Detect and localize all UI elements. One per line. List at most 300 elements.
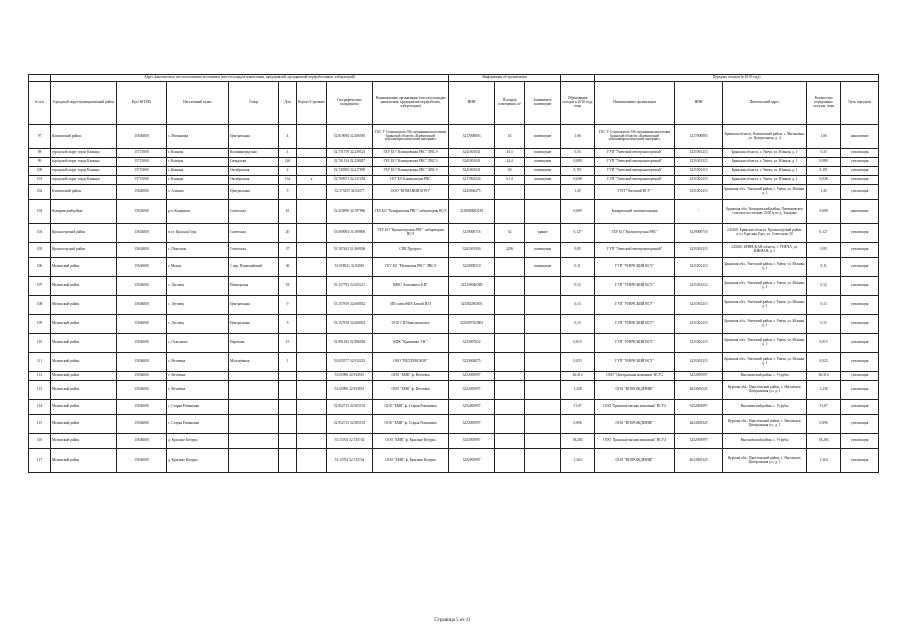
cell-waste: 0,896 [561, 415, 595, 434]
cell-goal: утилизация [841, 372, 879, 381]
cell-coords: 53.15704 32.745744 [327, 434, 373, 449]
table-row [29, 296, 879, 315]
cell-raddr: Брянская обл., Унечский район, г. Унеча, ул. Южная, д. 1 [723, 315, 807, 334]
cell-qty: 0,191 [807, 167, 841, 176]
cell-rinn: 4623005325 [675, 415, 723, 434]
cell-rorg: ГУП "УНЕЧСКИЙ ВСУ" [595, 277, 675, 296]
cell-area [495, 415, 525, 434]
cell-district: Мглинский район [51, 415, 117, 434]
cell-waste: 1,45 [561, 185, 595, 200]
table-row [29, 176, 879, 185]
cell-org: ООО "БМК" ф. Ветлевка [373, 381, 449, 400]
cell-locality: г. Мглин [167, 258, 229, 277]
cell-district: Мглинский район [51, 449, 117, 473]
cell-org: ИП глава КФХ Белый И.П [373, 296, 449, 315]
cell-org: ГБУ БО "Красногорская РВС" лаборатория ВСЭ [373, 224, 449, 243]
cell-waste: 0,15 [561, 315, 595, 334]
cell-inn: 3235007622 [449, 334, 495, 353]
cell-qty: 0,11 [807, 258, 841, 277]
cell-oktmo: 15636000 [117, 315, 167, 334]
cell-street [229, 381, 279, 400]
cell-waste: 0,048 [561, 176, 595, 185]
cell-area [495, 200, 525, 224]
cell-n: 109 [29, 315, 51, 334]
cell-house [279, 372, 297, 381]
cell-raddr: Курская обл., Пристенский район, с. Нагольное, Центральная ул., д. 1 [723, 449, 807, 473]
column-header: Дом [279, 82, 297, 125]
cell-rorg: ГУП "УНЕЧСКИЙ ВСУ" [595, 353, 675, 372]
cell-rinn: - [675, 200, 723, 224]
cell-street: Центральная [229, 296, 279, 315]
cell-inn: 3252005997 [449, 434, 495, 449]
cell-locality: д. Красные Кочуры [167, 449, 229, 473]
cell-n: 108 [29, 296, 51, 315]
cell-street: Партизан [229, 334, 279, 353]
cell-raddr: Курская обл., Пристенский район, с. Нагольное, Центральная ул., д. 1 [723, 381, 807, 400]
cell-coords: 53.05996 32.934951 [327, 372, 373, 381]
column-header: Цель передачи [841, 82, 879, 125]
cell-house: 9 [279, 185, 297, 200]
cell-goal: утилизация [841, 400, 879, 415]
cell-goal: утилизация [841, 434, 879, 449]
cell-bld [297, 381, 327, 400]
page-footer: Страница 5 из 11 [434, 618, 471, 623]
cell-waste: 0,127 [561, 224, 595, 243]
cell-house: 36 [279, 258, 297, 277]
cell-inn: 3252005997 [449, 449, 495, 473]
cell-rorg: ООО "Центральная компания" ВСУ2 [595, 372, 675, 381]
waste-register-table [28, 74, 879, 473]
cell-qty: 0,127 [807, 224, 841, 243]
cell-goal: накопление [841, 200, 879, 224]
cell-org: ООО "БМК" ф. Старая Романовка [373, 400, 449, 415]
cell-premises: помещение [525, 258, 561, 277]
cell-area [495, 449, 525, 473]
cell-district: Красногорский район [51, 224, 117, 243]
cell-inn: 323582585601 [449, 296, 495, 315]
cell-raddr: Выгоничский район, с. Утрубы [723, 400, 807, 415]
cell-waste: 46,314 [561, 372, 595, 381]
cell-n: 117 [29, 449, 51, 473]
cell-rorg: Комаричский скотомогильник [595, 200, 675, 224]
cell-raddr: Брянская обл., Унечский район, г. Унеча, ул. Южная, д. 1 [723, 258, 807, 277]
cell-street: Советская [229, 224, 279, 243]
cell-goal: накопление [841, 125, 879, 149]
table-row [29, 224, 879, 243]
cell-locality: с. Митьковка [167, 125, 229, 149]
cell-inn: 3252005997 [449, 381, 495, 400]
cell-premises [525, 296, 561, 315]
cell-goal: утилизация [841, 224, 879, 243]
table-row [29, 381, 879, 400]
cell-goal: утилизация [841, 185, 879, 200]
cell-inn: 3252005997 [449, 400, 495, 415]
cell-oktmo: 15715000 [117, 176, 167, 185]
cell-inn: 3219000716 [449, 224, 495, 243]
cell-goal: утилизация [841, 353, 879, 372]
cell-bld [297, 277, 327, 296]
cell-n: 99 [29, 158, 51, 167]
cell-locality: г. Клинцы [167, 149, 229, 158]
cell-premises [525, 353, 561, 372]
column-header: Населенный пункт [167, 82, 229, 125]
cell-coords: 52.952713 32.905155 [327, 400, 373, 415]
cell-bld [297, 167, 327, 176]
cell-n: 111 [29, 353, 51, 372]
cell-locality: с. Ветлевка [167, 381, 229, 400]
cell-rorg: ГУП "Унечский автотранспортный" [595, 167, 675, 176]
cell-n: 110 [29, 334, 51, 353]
cell-n: 106 [29, 258, 51, 277]
cell-org: ГБУ БО Клинцовская РВС [373, 176, 449, 185]
cell-coords: 53.055577 32.932233 [327, 353, 373, 372]
cell-inn: 3245006475 [449, 185, 495, 200]
cell-rinn: 3231001215 [675, 243, 723, 258]
cell-bld [297, 125, 327, 149]
cell-area: 24,4 [495, 158, 525, 167]
cell-house [279, 449, 297, 473]
cell-district: Мглинский район [51, 434, 117, 449]
cell-raddr: Брянская область, г. Унеча, ул. Южная, д. 1 [723, 158, 807, 167]
table-row [29, 434, 879, 449]
cell-bld [297, 353, 327, 372]
cell-qty: 0,048 [807, 176, 841, 185]
cell-inn: 3241001990 [449, 243, 495, 258]
cell-rinn: 3231001215 [675, 167, 723, 176]
cell-org: ООО "БМК" ф. Красные Кочуры [373, 434, 449, 449]
cell-org: ООО "БМК" ф. Старая Романовка [373, 415, 449, 434]
cell-district: Мглинский район [51, 372, 117, 381]
cell-waste: 0,015 [561, 334, 595, 353]
header-row [29, 82, 879, 125]
cell-rinn: 3219000716 [675, 224, 723, 243]
cell-premises [525, 277, 561, 296]
cell-oktmo: 15636000 [117, 415, 167, 434]
cell-qty: 0,609 [807, 200, 841, 224]
cell-area [495, 258, 525, 277]
cell-rorg: ГУП "УНЕЧСКИЙ ВСУ" [595, 296, 675, 315]
cell-goal: утилизация [841, 334, 879, 353]
cell-district: Комаричский район [51, 200, 117, 224]
cell-oktmo: 15715000 [117, 167, 167, 176]
cell-district: городской округ город Клинцы [51, 158, 117, 167]
cell-coords: 53.157819 32.668052 [327, 296, 373, 315]
cell-raddr: Брянская обл., Унечский район, г. Унеча, ул. Южная, д. 1 [723, 334, 807, 353]
cell-street [229, 449, 279, 473]
cell-coords: 52.373255 34.04377 [327, 185, 373, 200]
cell-coords: 53.157819 32.668052 [327, 315, 373, 334]
cell-house [279, 415, 297, 434]
cell-area: 32 [495, 224, 525, 243]
cell-oktmo: 15715000 [117, 158, 167, 167]
cell-street: Пионерская [229, 277, 279, 296]
cell-goal: утилизация [841, 449, 879, 473]
cell-area [495, 277, 525, 296]
cell-house: 9 [279, 315, 297, 334]
table-row [29, 185, 879, 200]
cell-district: городской округ город Клинцы [51, 149, 117, 158]
cell-inn: 3241001041 [449, 158, 495, 167]
cell-raddr: Курская обл., Пристенский район, с. Нагольное, Центральная ул., д. 1 [723, 415, 807, 434]
cell-rorg: ГУП "УНЕЧСКИЙ ВСУ" [595, 258, 675, 277]
cell-org: КФК "Кравченко Т.В." [373, 334, 449, 353]
cell-area [495, 296, 525, 315]
table-row [29, 415, 879, 434]
cell-street [229, 415, 279, 434]
cell-qty: 0,089 [807, 158, 841, 167]
cell-house: 140 [279, 158, 297, 167]
cell-house [279, 400, 297, 415]
cell-locality: п.г.т. Красная Гора [167, 224, 229, 243]
cell-rorg: ГБС У Социального Обслуживания населения Брянской области «Климовский психоневрологический интернат» [595, 125, 675, 149]
cell-raddr: Выгоничский район, с. Утрубы [723, 434, 807, 449]
cell-raddr: Брянская обл., Унечский район, г. Унеча, ул. Южная, д. 1 [723, 296, 807, 315]
cell-oktmo: 15630000 [117, 125, 167, 149]
cell-org: ГБУ БО "Комаричская РВС" лаборатория ВСЭ [373, 200, 449, 224]
cell-coords: 53.009003 31.589806 [327, 224, 373, 243]
cell-n: 107 [29, 277, 51, 296]
cell-premises [525, 372, 561, 381]
cell-district: Мглинский район [51, 400, 117, 415]
cell-area: 61,4 [495, 176, 525, 185]
group-org: Информация об организации [449, 75, 561, 82]
cell-rorg: ГУП "УНЕЧСКИЙ ВСУ" [595, 315, 675, 334]
column-header: Фактический адрес [723, 82, 807, 125]
cell-coords: 53.107441 31.469186 [327, 243, 373, 258]
cell-n: 102 [29, 185, 51, 200]
cell-bld [297, 158, 327, 167]
cell-inn: 3252005997 [449, 415, 495, 434]
column-header: Образование отходов в 2018 году, тонн [561, 82, 595, 125]
cell-premises: помещение [525, 176, 561, 185]
cell-org: КФК "Антоненок Е.И" [373, 277, 449, 296]
cell-premises [525, 434, 561, 449]
cell-locality: с. Луговец [167, 277, 229, 296]
column-header: Количество переданных отходов, тонн [807, 82, 841, 125]
cell-rorg: ГУП "Унечский автотранспортный" [595, 149, 675, 158]
cell-bld [297, 149, 327, 158]
cell-district: городской округ город Клинцы [51, 176, 117, 185]
cell-district: Мглинский район [51, 296, 117, 315]
cell-goal: утилизация [841, 296, 879, 315]
cell-premises: здание [525, 224, 561, 243]
cell-oktmo: 15636000 [117, 296, 167, 315]
cell-inn: 3218000002183 [449, 200, 495, 224]
cell-oktmo: 15636000 [117, 449, 167, 473]
cell-house [279, 381, 297, 400]
cell-locality: г. Клинцы [167, 176, 229, 185]
table-row [29, 125, 879, 149]
cell-rinn: 3231001215 [675, 334, 723, 353]
cell-premises: помещение [525, 125, 561, 149]
cell-n: 101 [29, 176, 51, 185]
cell-rorg: ООО "Брянская мясная компания" ВСУ2 [595, 400, 675, 415]
cell-oktmo: 15634000 [117, 224, 167, 243]
table-row [29, 277, 879, 296]
cell-oktmo: 15715000 [117, 149, 167, 158]
cell-locality: с. Старая Романовка [167, 415, 229, 434]
cell-qty: 38,284 [807, 434, 841, 449]
cell-oktmo: 15634000 [117, 243, 167, 258]
cell-raddr: Брянская область, Климовский район, с. Митьковка, ул. Центральная, д. 4 [723, 125, 807, 149]
cell-locality: с. Ветлевка [167, 372, 229, 381]
cell-locality: д. Красные Кочуры [167, 434, 229, 449]
cell-rorg: ГУП "Унечский автотранспортный" [595, 243, 675, 258]
cell-inn: 3241001041 [449, 149, 495, 158]
cell-locality: с. Старая Романовка [167, 400, 229, 415]
cell-street: Калининградская [229, 149, 279, 158]
cell-street: Советская [229, 200, 279, 224]
column-header: Площадь помещения, м² [495, 82, 525, 125]
cell-premises [525, 449, 561, 473]
cell-area: 40 [495, 167, 525, 176]
cell-inn: 3241001041 [449, 167, 495, 176]
column-header: Улица [229, 82, 279, 125]
cell-qty: 0,896 [807, 415, 841, 434]
cell-coords: 53.058521 32.84963 [327, 258, 373, 277]
cell-rinn: 3252005997 [675, 400, 723, 415]
cell-street [229, 372, 279, 381]
cell-qty: 0,35 [807, 149, 841, 158]
cell-house: 4 [279, 125, 297, 149]
cell-oktmo: 15620000 [117, 185, 167, 200]
cell-premises [525, 415, 561, 434]
cell-qty: 51,07 [807, 400, 841, 415]
cell-coords: 53.15704 32.745744 [327, 449, 373, 473]
cell-locality: с. Ветлевка [167, 353, 229, 372]
cell-oktmo: 15636000 [117, 258, 167, 277]
cell-oktmo: 15636000 [117, 353, 167, 372]
cell-oktmo: 15636000 [117, 372, 167, 381]
column-header: Занимаемое помещение [525, 82, 561, 125]
cell-waste: 0,191 [561, 167, 595, 176]
cell-bld [297, 372, 327, 381]
cell-waste: 0,11 [561, 258, 595, 277]
cell-street [229, 434, 279, 449]
table-row [29, 315, 879, 334]
cell-inn: 3235007363801 [449, 315, 495, 334]
cell-street: Центральная [229, 185, 279, 200]
table-row [29, 353, 879, 372]
cell-bld [297, 415, 327, 434]
cell-rorg: ООО "ВОЗРОЖДЕНИЕ" [595, 415, 675, 434]
cell-qty: 1,45 [807, 185, 841, 200]
cell-waste: 38,284 [561, 434, 595, 449]
cell-inn: 3252005997 [449, 372, 495, 381]
cell-locality: с. Алешно [167, 185, 229, 200]
cell-waste: 0,12 [561, 277, 595, 296]
cell-n: 97 [29, 125, 51, 149]
cell-bld [297, 224, 327, 243]
cell-org: ГБУ БО "Мглинская РВС" ЛВСЭ [373, 258, 449, 277]
column-header: ИНН [449, 82, 495, 125]
cell-org: ГБС У Социального Обслуживания населения Брянской области «Климовский психоневрологический интернат» [373, 125, 449, 149]
cell-area [495, 400, 525, 415]
cell-rinn: 3231001215 [675, 258, 723, 277]
column-header: Географические координаты [327, 82, 373, 125]
cell-area: 2456 [495, 243, 525, 258]
cell-street: 1 пер. Первомайский [229, 258, 279, 277]
cell-rinn: 3231001215 [675, 149, 723, 158]
cell-rinn: 3217000803 [675, 125, 723, 149]
cell-house [279, 434, 297, 449]
cell-inn: 322100046389 [449, 277, 495, 296]
cell-coords: 53.157792 32.655211 [327, 277, 373, 296]
cell-qty: 0,025 [807, 353, 841, 372]
cell-area [495, 315, 525, 334]
table-row [29, 449, 879, 473]
cell-raddr: Брянская область, г. Унеча, ул. Южная, д. 1 [723, 176, 807, 185]
cell-org: ГБУ БО "Клинцовская РВС" ЛВСЭ [373, 158, 449, 167]
cell-district: Мглинский район [51, 334, 117, 353]
cell-goal: утилизация [841, 277, 879, 296]
table-row [29, 243, 879, 258]
cell-waste: 0,609 [561, 200, 595, 224]
cell-rinn: 4623005325 [675, 449, 723, 473]
cell-rinn: 3231001215 [675, 315, 723, 334]
cell-qty: 1,364 [807, 449, 841, 473]
table-row [29, 167, 879, 176]
table-row [29, 149, 879, 158]
group-empty [561, 75, 595, 82]
cell-rinn: 3231001215 [675, 185, 723, 200]
cell-premises: помещение [525, 243, 561, 258]
cell-rinn: 3231001215 [675, 296, 723, 315]
cell-premises: помещение [525, 149, 561, 158]
column-header: № п/п [29, 82, 51, 125]
cell-locality: с. Осколково [167, 334, 229, 353]
cell-house: 20 [279, 224, 297, 243]
cell-rorg: ООО "ВОЗРОЖДЕНИЕ" [595, 381, 675, 400]
cell-area [495, 372, 525, 381]
table-row [29, 200, 879, 224]
cell-district: Мглинский район [51, 315, 117, 334]
cell-house: 61 [279, 200, 297, 224]
cell-bld [297, 200, 327, 224]
cell-n: 115 [29, 415, 51, 434]
cell-locality: с. Луговец [167, 315, 229, 334]
cell-rinn: 3252005997 [675, 372, 723, 381]
cell-goal: утилизация [841, 415, 879, 434]
cell-goal: утилизация [841, 158, 879, 167]
cell-rorg: ГБУ БО "Красногорская РВС" [595, 224, 675, 243]
cell-district: Мглинский район [51, 277, 117, 296]
cell-inn: 3217000803 [449, 125, 495, 149]
cell-street: Октябрьская [229, 176, 279, 185]
cell-raddr: Брянская обл., Комаричский район, Литвиновское сельское поселение, 2100 м от д. Захарово [723, 200, 807, 224]
cell-rorg: ГУП "Унечский ВСУ" [595, 185, 675, 200]
cell-house: 1 [279, 353, 297, 372]
cell-goal: утилизация [841, 258, 879, 277]
table-body [29, 125, 879, 473]
cell-inn: 3217002224 [449, 176, 495, 185]
cell-n: 98 [29, 149, 51, 158]
column-header: Наименование организации [595, 82, 675, 125]
cell-house: 4 [279, 149, 297, 158]
table-row [29, 334, 879, 353]
cell-qty: 1,238 [807, 381, 841, 400]
cell-coords: 52.416999 34.787866 [327, 200, 373, 224]
cell-district: Климовский район [51, 125, 117, 149]
cell-area [495, 334, 525, 353]
cell-rorg: ООО "ВОЗРОЖДЕНИЕ" [595, 449, 675, 473]
cell-coords: 52.751759 32.239125 [327, 149, 373, 158]
cell-goal: утилизация [841, 381, 879, 400]
cell-waste: 0,13 [561, 296, 595, 315]
cell-rinn: 4623005325 [675, 381, 723, 400]
cell-rinn: 3231001212 [675, 277, 723, 296]
cell-org: ООО "КОМАНИНАГРО" [373, 185, 449, 200]
